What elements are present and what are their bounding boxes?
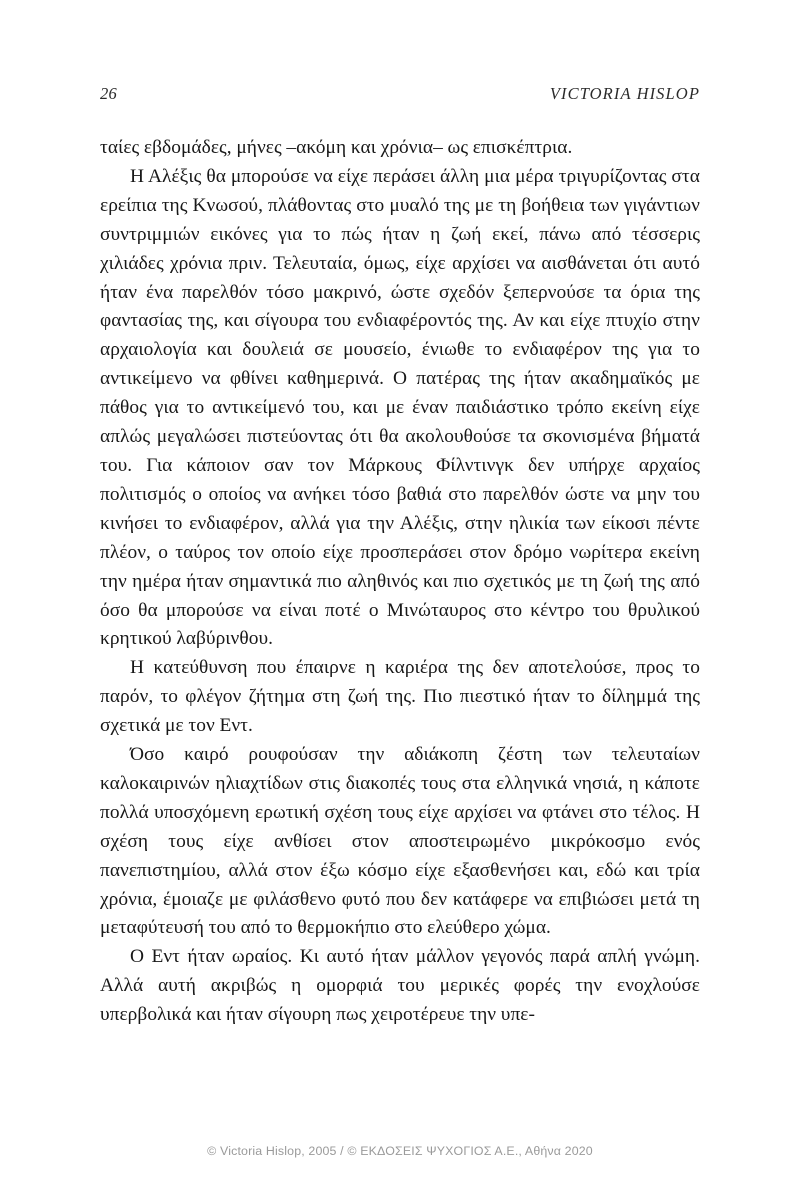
running-head [100, 84, 700, 108]
running-head-title: VICTORIA HISLOP [549, 84, 700, 103]
footer [0, 1142, 800, 1160]
paragraph: Όσο καιρό ρουφούσαν την αδιάκοπη ζέστη των τελευταίων καλοκαιρινών ηλιαχτίδων στις διακοπές τους στα ελληνικά νησιά, η κάποτε πολλά υποσχόμενη ερωτική σχέση τους είχε αρχίσει να φτάνει στο τέλος. Η σχέση τους είχε ανθίσει στον αποστειρωμένο μικρόκοσμο ενός πανεπιστημίου, αλλά στον έξω κόσμο είχε εξασθενήσει και, εδώ και τρία χρόνια, έμοιαζε με φιλάσθενο φυτό που δεν κατάφερε να επιβιώσει μετά τη μεταφύτευσή του από το θερμοκήπιο στο ελεύθερο χώμα. [100, 744, 700, 939]
paragraph: Ο Εντ ήταν ωραίος. Κι αυτό ήταν μάλλον γεγονός παρά απλή γνώμη. Αλλά αυτή ακριβώς η ομορφιά του μερικές φορές την ενοχλούσε υπερβολικά και ήταν σίγουρη πως χειροτέρευε την υπε- [100, 946, 700, 1026]
paragraph: ταίες εβδομάδες, μήνες –ακόμη και χρόνια– ως επισκέπτρια. [100, 137, 573, 158]
paragraph: Η Αλέξις θα μπορούσε να είχε περάσει άλλη μια μέρα τριγυρίζοντας στα ερείπια της Κνωσού, πλάθοντας στο μυαλό της με τη βοήθεια των γιγάντιων συντριμμιών εικόνες για το πώς ήταν η ζωή εκεί, πάνω από τέσσερις χιλιάδες χρόνια πριν. Τελευταία, όμως, είχε αρχίσει να αισθάνεται ότι αυτό ήταν ένα παρελθόν τόσο μακρινό, ώστε σχεδόν ξεπερνούσε τα όρια της φαντασίας της, και σίγουρα του ενδιαφέροντός της. Αν και είχε πτυχίο στην αρχαιολογία και δουλειά σε μουσείο, ένιωθε το ενδιαφέρον της για το αντικείμενο να φθίνει καθημερινά. Ο πατέρας της ήταν ακαδημαϊκός με πάθος για το αντικείμενό του, και με έναν παιδιάστικο τρόπο εκείνη είχε απλώς μεγαλώσει πιστεύοντας ότι θα ακολουθούσε τα σκονισμένα βήματά του. Για κάποιον σαν τον Μάρκους Φίλντινγκ δεν υπήρχε αρχαίος πολιτισμός ο οποίος να ανήκει τόσο βαθιά στο παρελθόν ώστε να μην του κινήσει το ενδιαφέρον, αλλά για την Αλέξις, στην ηλικία των είκοσι πέντε πλέον, ο ταύρος τον οποίο είχε προσπεράσει στον δρόμο νωρίτερα εκείνη την ημέρα ήταν σημαντικά πιο αληθινός και πιο σχετικός με τη ζωή της από όσο θα μπορούσε να είναι ποτέ ο Μινώταυρος στο κέντρο του θρυλικού κρητικού λαβύρινθου. [100, 165, 700, 650]
page-number: 26 [100, 84, 118, 103]
paragraph: Η κατεύθυνση που έπαιρνε η καριέρα της δεν αποτελούσε, προς το παρόν, το φλέγον ζήτημα στη ζωή της. Πιο πιεστικό ήταν το δίλημμά της σχετικά με τον Εντ. [100, 657, 700, 737]
copyright-notice: © Victoria Hislop, 2005 / © ΕΚΔΟΣΕΙΣ ΨΥΧΟΓΙΟΣ Α.Ε., Αθήνα 2020 [207, 1144, 593, 1158]
body-text-block [100, 134, 700, 1030]
